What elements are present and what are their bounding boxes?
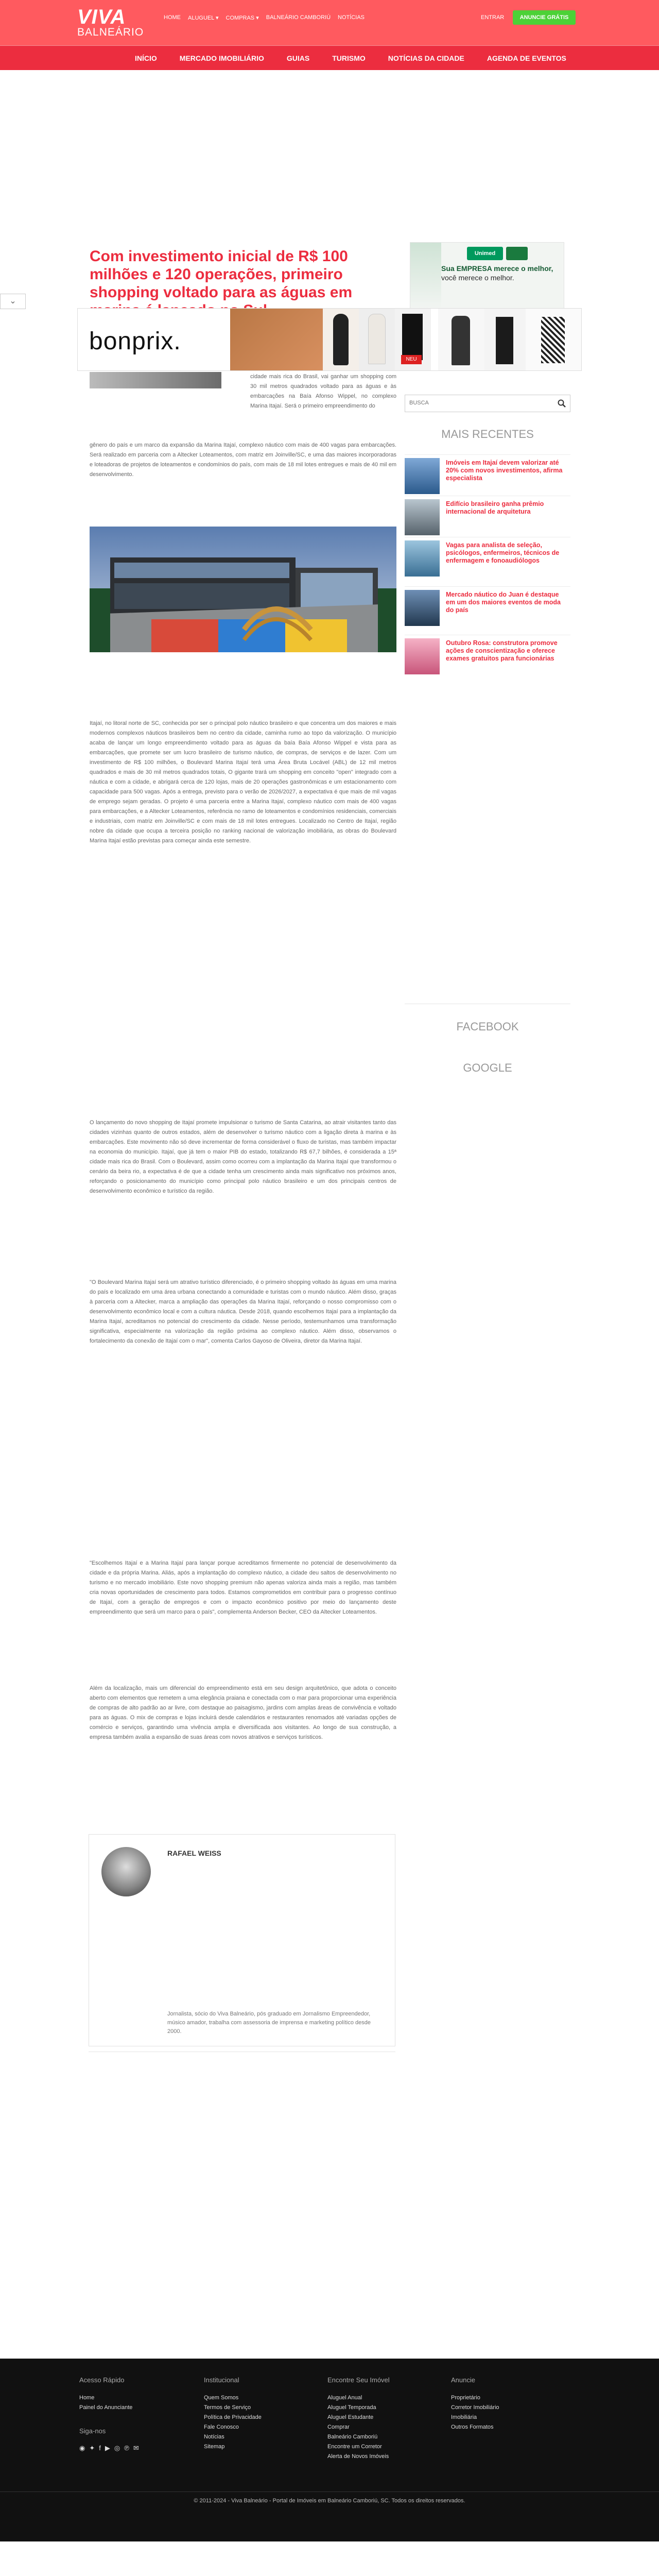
news-title[interactable]: Edifício brasileiro ganha prêmio internacional de arquitetura — [446, 500, 544, 515]
pinterest-icon[interactable]: ℗ — [124, 2444, 129, 2452]
footer-link[interactable]: Proprietário — [451, 2395, 480, 2401]
bonprix-ad-image-5 — [438, 309, 484, 370]
bonprix-ad-image-1 — [230, 309, 323, 370]
collapse-ad-chevron-icon[interactable]: ⌄ — [0, 294, 26, 309]
article-paragraph-1 — [90, 719, 396, 846]
footer-link[interactable]: Quem Somos — [204, 2395, 239, 2401]
news-thumb — [405, 590, 440, 626]
top-header — [0, 0, 659, 45]
footer-link[interactable]: Encontre um Corretor — [327, 2444, 382, 2450]
footer-link[interactable]: Imobiliária — [451, 2414, 477, 2420]
copyright-text: © 2011-2024 - Viva Balneário - Portal de Imóveis em Balneário Camboriú, SC. Todos os direitos reservados. — [194, 2498, 465, 2504]
unimed-subline: você merece o melhor. — [441, 274, 514, 282]
footer-heading: Encontre Seu Imóvel — [327, 2376, 390, 2384]
bonprix-ad[interactable] — [77, 308, 582, 371]
top-nav-balneario[interactable]: BALNEÁRIO CAMBORIÚ — [266, 14, 331, 21]
footer-col-acesso — [79, 2376, 139, 2452]
article-intro — [250, 372, 396, 411]
nav-mercado-imobiliario[interactable]: MERCADO IMOBILIÁRIO — [179, 54, 264, 62]
article-intro-full — [90, 440, 396, 480]
news-item[interactable] — [405, 496, 570, 537]
intro-photo — [90, 372, 221, 388]
footer-link[interactable]: Política de Privacidade — [204, 2414, 262, 2420]
social-icons — [79, 2444, 139, 2452]
youtube-icon[interactable]: ▶ — [105, 2444, 110, 2452]
footer-link[interactable]: Home — [79, 2395, 95, 2401]
mais-recentes-heading: MAIS RECENTES — [441, 428, 534, 440]
intro-text-right: cidade mais rica do Brasil, vai ganhar um shopping com 30 mil metros quadrados voltado para as águas e às embarcações na Baía Afonso Wippel, no complexo Marina Itajaí. Será o primeiro empreendimento do — [250, 374, 396, 409]
footer-heading: Institucional — [204, 2376, 239, 2384]
top-nav-aluguel[interactable]: ALUGUEL ▾ — [188, 15, 219, 21]
nav-inicio[interactable]: INÍCIO — [135, 54, 157, 62]
news-item[interactable] — [405, 454, 570, 496]
top-nav-noticias[interactable]: NOTÍCIAS — [338, 14, 365, 21]
instagram-icon[interactable]: ◎ — [114, 2444, 120, 2452]
news-title[interactable]: Vagas para analista de seleção, psicólogos, enfermeiros, técnicos de enfermagem e fonoaudiólogos — [446, 541, 560, 564]
news-thumb — [405, 499, 440, 535]
article-title: Com investimento inicial de R$ 100 milhões e 120 operações, primeiro shopping voltado para as águas em — [90, 248, 353, 301]
paragraph-2: O lançamento do novo shopping de Itajaí promete impulsionar o turismo de Santa Catarina, ao atrair visitantes tanto das cidades vizinhas quanto de outros estados, além de desenvolver o turismo náutico com a ligação direta à marina e às embarcações. Este movimento não só deve incrementar de forma considerável o fluxo de turistas, mas também impactar na economia do município. Itajaí, que já tem o maior PIB do estado, totalizando R$ 67,7 bilhões, é considerada a 15ª cidade mais rica do Brasil. Com o Boulevard, assim como ocorreu com a implantação da Marina Itajaí que transformou o cenário da beira rio, a expectativa é de que a cidade tenha um crescimento ainda mais significativo nos próximos anos, reforçando o posicionamento do município como principal polo náutico brasileiro e um dos principais centros de desenvolvimento econômico e turístico da região. — [90, 1120, 396, 1194]
top-nav — [164, 14, 365, 21]
author-name[interactable]: RAFAEL WEISS — [167, 1849, 221, 1857]
logo-text-main: VIVA — [77, 6, 126, 28]
bonprix-ad-image-7 — [526, 309, 581, 370]
footer-link[interactable]: Outros Formatos — [451, 2424, 494, 2430]
author-avatar — [101, 1847, 151, 1896]
article-paragraph-2 — [90, 1118, 396, 1196]
unimed-number-badge — [506, 247, 528, 260]
bonprix-neu-badge: NEU — [401, 355, 422, 364]
news-thumb — [405, 458, 440, 494]
anuncie-gratis-button[interactable]: ANUNCIE GRÁTIS — [513, 10, 576, 25]
bonprix-ad-image-3 — [359, 309, 395, 370]
login-link[interactable]: ENTRAR — [481, 14, 505, 21]
footer-link[interactable]: Alerta de Novos Imóveis — [327, 2453, 389, 2460]
bonprix-ad-image-4 — [395, 309, 431, 370]
nav-noticias-cidade[interactable]: NOTÍCIAS DA CIDADE — [388, 54, 464, 62]
footer-heading: Acesso Rápido — [79, 2376, 125, 2384]
footer-link[interactable]: Corretor Imobiliário — [451, 2404, 499, 2411]
bonprix-ad-image-6 — [484, 309, 526, 370]
search-input[interactable] — [405, 395, 549, 411]
twitter-icon[interactable]: ✦ — [89, 2444, 95, 2452]
footer-link[interactable]: Comprar — [327, 2424, 350, 2430]
bonprix-logo: bonprix. — [89, 328, 181, 355]
footer-col-institucional — [204, 2376, 262, 2452]
nav-turismo[interactable]: TURISMO — [332, 54, 366, 62]
article-paragraph-4 — [90, 1558, 396, 1617]
intro-text-full: gênero do país e um marco da expansão da Marina Itajaí, complexo náutico com mais de 400 vagas para embarcações. Será realizado em parceria com a Altecker Loteamentos, com matriz em Joinville/SC, e uma das maiores incorporadoras e loteadoras de projetos de loteamentos e condomínios do país, com mais de 18 mil lotes entregues e mais de 40 mil em desenvolvimento. — [90, 442, 396, 478]
footer-link[interactable]: Sitemap — [204, 2444, 225, 2450]
author-box — [89, 1834, 395, 2046]
nav-agenda-eventos[interactable]: AGENDA DE EVENTOS — [487, 54, 566, 62]
top-nav-compras[interactable]: COMPRAS ▾ — [226, 15, 259, 21]
footer-link[interactable]: Aluguel Anual — [327, 2395, 362, 2401]
site-logo[interactable] — [77, 7, 144, 38]
article-paragraph-3 — [90, 1278, 396, 1346]
bonprix-ad-image-2 — [323, 309, 359, 370]
rss-icon[interactable]: ◉ — [79, 2444, 85, 2452]
news-thumb — [405, 638, 440, 674]
footer-link[interactable]: Termos de Serviço — [204, 2404, 251, 2411]
nav-guias[interactable]: GUIAS — [286, 54, 310, 62]
footer-link[interactable]: Fale Conosco — [204, 2424, 239, 2430]
unimed-badge: Unimed — [467, 247, 503, 260]
footer-col-anuncie — [451, 2376, 499, 2432]
facebook-heading: FACEBOOK — [456, 1020, 519, 1033]
unimed-ad[interactable] — [410, 242, 564, 309]
news-title[interactable]: Mercado náutico do Juan é destaque em um dos maiores eventos de moda do país — [446, 591, 561, 614]
site-footer — [0, 2359, 659, 2541]
facebook-icon[interactable]: f — [99, 2444, 101, 2452]
news-title[interactable]: Outubro Rosa: construtora promove ações de conscientização e oferece exames gratuitos para funcionárias — [446, 639, 558, 662]
sidebar-search — [405, 395, 570, 412]
footer-heading: Anuncie — [451, 2376, 475, 2384]
footer-link[interactable]: Balneário Camboriú — [327, 2434, 378, 2440]
unimed-headline: Sua EMPRESA merece o melhor, — [441, 264, 553, 273]
footer-col-encontre — [327, 2376, 390, 2462]
logo-text-sub: BALNEÁRIO — [77, 26, 144, 38]
email-icon[interactable]: ✉ — [133, 2444, 139, 2452]
footer-link[interactable]: Notícias — [204, 2434, 224, 2440]
main-nav — [0, 45, 659, 70]
footer-link[interactable]: Aluguel Estudante — [327, 2414, 374, 2420]
news-item[interactable] — [405, 537, 570, 578]
paragraph-5: Além da localização, mais um diferencial do empreendimento está em seu design arquitetônico, que adota o conceito aberto com elementos que remetem a uma elegância praiana e conectada com o mar para proporcionar uma experiência de compras de alto padrão ao ar livre, com destaque ao paisagismo, jardins com amplas áreas de convivência e voltado para as águas. O mix de compras e lojas incluirá desde calendários e restaurantes renomados até variadas opções de comércio e serviços, garantindo uma vivência ampla e diversificada aos visitantes. Ao longo de sua construção, a empresa também avalia a expansão de suas áreas com novos atrativos e serviços turísticos. — [90, 1685, 396, 1740]
search-icon[interactable] — [558, 399, 566, 408]
footer-heading: Siga-nos — [79, 2427, 106, 2435]
paragraph-1: Itajaí, no litoral norte de SC, conhecida por ser o principal polo náutico brasileiro e que concentra um dos maiores e mais modernos complexos náuticos brasileiros bem no centro da cidade, caminha rumo ao topo da valorização. O município acaba de lançar um longo empreendimento voltado para as águas da baía Baía Afonso Wippel e vista para as embarcações, que promete ser um lucro brasileiro de turismo náutico, de compras, de serviços e de lazer. Com um investimento de R$ 100 milhões, o Boulevard Marina Itajaí terá uma Área Bruta Locável (ABL) de 12 mil metros quadrados e mais de 30 mil metros quadrados totais, O gigante trará um shopping em conceito "open" integrado com a náutica e com a cidade, e abrigará cerca de 120 lojas, mais de 20 operações gastronômicas e um estacionamento com capacidade para 500 vagas. Após a entrega, previsto para o verão de 2026/2027, a expectativa é que mais de mil vagas de emprego sejam geradas. O projeto é uma parceria entre a Marina Itajaí, complexo náutico com mais de 400 vagas para embarcações, e a Altecker Loteamentos, referência no ramo de loteamentos e condomínios residenciais, comerciais e industriais, com matriz em Joinville/SC e com mais de 18 mil lotes entregues. Localizado no Centro de Itajaí, região nobre da cidade que ocupa a terceira posição no ranking nacional de valorização imobiliária, as obras do Boulevard Marina Itajaí estão previstas para começar ainda este semestre. — [90, 720, 396, 844]
unimed-ad-image — [410, 243, 441, 309]
news-thumb — [405, 540, 440, 577]
footer-link[interactable]: Aluguel Temporada — [327, 2404, 376, 2411]
author-bio: Jornalista, sócio do Viva Balneário, pós graduado em Jornalismo Empreendedor, músico amador, trabalha com assessoria de imprensa e marketing político desde 2000. — [167, 2011, 371, 2035]
boulevard-rendering-image — [90, 527, 396, 652]
paragraph-3: "O Boulevard Marina Itajaí será um atrativo turístico diferenciado, é o primeiro shopping voltado às águas em uma marina do país e localizado em uma área urbana conectando a comunidade e turistas com o mundo náutico. Além disso, graças à parceria com a Altecker, marca a ampliação das operações da Marina Itajaí, reforçando o nosso compromisso com o desenvolvimento econômico local e com a cultura náutica. Desde 2018, quando escolhemos Itajaí para a implantação da Marina Itajaí, acreditamos no potencial do crescimento da cidade. Nesse período, testemunhamos uma transformação significativa, especialmente na valorização da região próxima ao complexo náutico. Além disso, observamos o fortalecimento da conexão de Itajaí com o mar", comenta Carlos Gayoso de Oliveira, diretor da Marina Itajaí. — [90, 1279, 396, 1344]
article-paragraph-5 — [90, 1684, 396, 1742]
paragraph-4: "Escolhemos Itajaí e a Marina Itajaí para lançar porque acreditamos firmemente no potencial de desenvolvimento da cidade e da própria Marina. Aliás, após a implantação do complexo náutico, a cidade deu saltos de desenvolvimento no turismo e no mercado imobiliário. Este novo shopping premium não apenas valoriza ainda mais a região, mas também cria novas oportunidades de crescimento para todos. Estamos comprometidos em contribuir para o progresso contínuo de Itajaí, com a geração de empregos e com o impacto econômico positivo por meio do lançamento deste empreendimento que será um marco para o país", complementa Anderson Becker, CEO da Altecker Loteamentos. — [90, 1560, 396, 1615]
google-heading: GOOGLE — [463, 1061, 512, 1074]
footer-link[interactable]: Painel do Anunciante — [79, 2404, 133, 2411]
news-item[interactable] — [405, 635, 570, 676]
news-item[interactable] — [405, 586, 570, 628]
top-nav-home[interactable]: HOME — [164, 14, 181, 21]
news-title[interactable]: Imóveis em Itajaí devem valorizar até 20% com novos investimentos, afirma especialista — [446, 459, 563, 482]
